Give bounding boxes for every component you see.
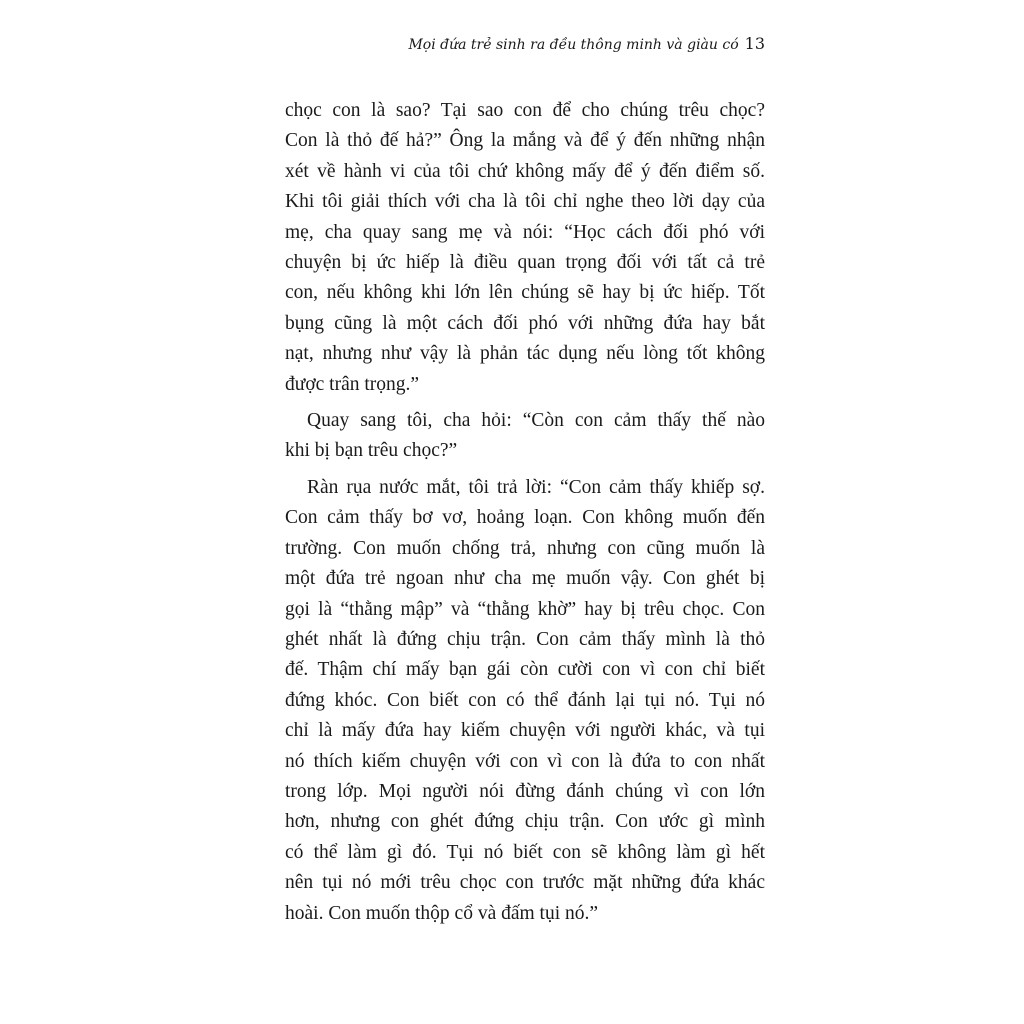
paragraph: [285, 473, 765, 929]
text-line: con, nếu không khi lớn lên chúng sẽ hay bị ức hiếp. Tốt: [285, 282, 765, 304]
running-title: Mọi đứa trẻ sinh ra đều thông minh và giàu có: [408, 37, 739, 53]
text-line: bụng cũng là một cách đối phó với những đứa hay bắt: [285, 312, 765, 334]
page-number: 13: [744, 34, 765, 53]
text-line: chọc con là sao? Tại sao con để cho chúng trêu chọc?: [285, 100, 765, 121]
text-line: Ràn rụa nước mắt, tôi trả lời: “Con cảm thấy khiếp sợ.: [307, 476, 765, 498]
text-line: Quay sang tôi, cha hỏi: “Còn con cảm thấy thế nào: [307, 410, 765, 432]
text-line: hoài. Con muốn thộp cổ và đấm tụi nó.”: [285, 902, 599, 924]
paragraph: [285, 96, 765, 400]
body-text: [285, 96, 765, 929]
text-line: ghét nhất là đứng chịu trận. Con cảm thấy mình là thỏ: [285, 628, 765, 650]
running-header: [285, 32, 765, 56]
text-line: nó thích kiếm chuyện với con vì con là đứa to con nhất: [285, 750, 765, 772]
text-line: nạt, nhưng như vậy là phản tác dụng nếu lòng tốt không: [285, 343, 765, 365]
text-line: chỉ là mấy đứa hay kiếm chuyện với người khác, và tụi: [285, 720, 765, 742]
text-line: nên tụi nó mới trêu chọc con trước mặt những đứa khác: [285, 872, 765, 894]
text-line: Khi tôi giải thích với cha là tôi chỉ nghe theo lời dạy của: [285, 191, 765, 213]
text-line: có thể làm gì đó. Tụi nó biết con sẽ không làm gì hết: [285, 841, 765, 863]
text-line: một đứa trẻ ngoan như cha mẹ muốn vậy. Con ghét bị: [285, 568, 765, 590]
text-line: Con là thỏ đế hả?” Ông la mắng và để ý đến những nhận: [285, 130, 765, 152]
text-line: chuyện bị ức hiếp là điều quan trọng đối với tất cả trẻ: [285, 252, 765, 274]
text-line: trong lớp. Mọi người nói đừng đánh chúng vì con lớn: [285, 780, 765, 802]
text-line: đứng khóc. Con biết con có thể đánh lại tụi nó. Tụi nó: [285, 689, 765, 711]
paragraph: [285, 406, 765, 467]
text-line: đế. Thậm chí mấy bạn gái còn cười con vì con chỉ biết: [285, 659, 765, 681]
text-line: trường. Con muốn chống trả, nhưng con cũng muốn là: [285, 537, 765, 559]
text-line: mẹ, cha quay sang mẹ và nói: “Học cách đối phó với: [285, 221, 765, 243]
text-line: gọi là “thằng mập” và “thằng khờ” hay bị trêu chọc. Con: [285, 598, 765, 620]
text-line: xét về hành vi của tôi chứ không mấy để ý đến điểm số.: [285, 160, 765, 182]
text-line: được trân trọng.”: [285, 373, 420, 395]
text-line: khi bị bạn trêu chọc?”: [285, 440, 458, 462]
text-line: hơn, nhưng con ghét đứng chịu trận. Con ước gì mình: [285, 811, 765, 833]
text-line: Con cảm thấy bơ vơ, hoảng loạn. Con không muốn đến: [285, 507, 765, 529]
